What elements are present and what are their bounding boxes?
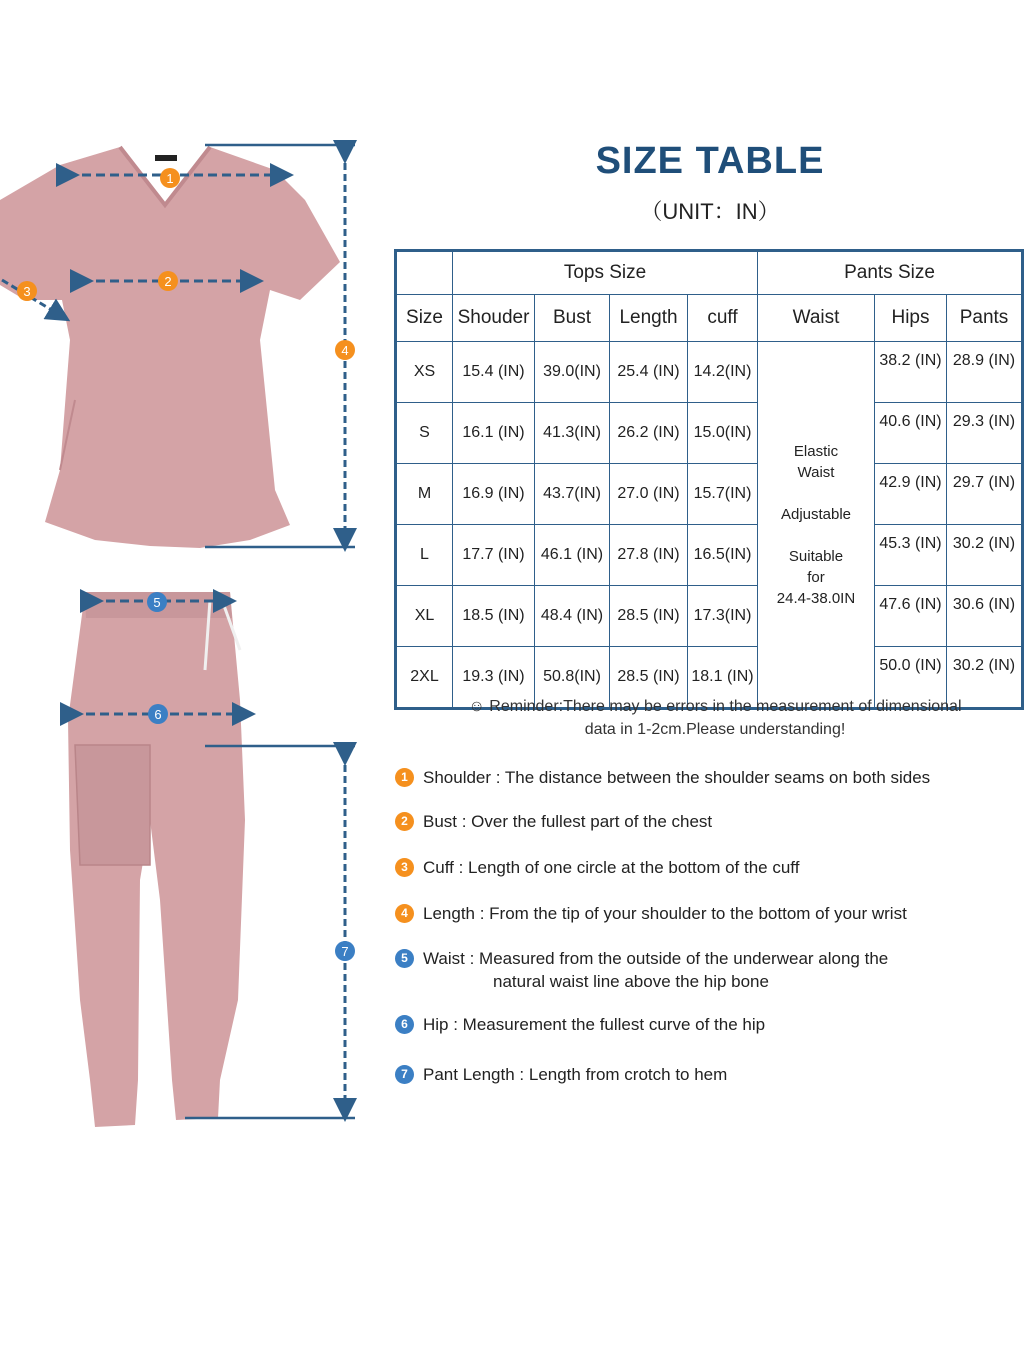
bust-cell: 50.8(IN) xyxy=(535,647,610,709)
col-header-length: Length xyxy=(610,295,688,342)
col-header-waist: Waist xyxy=(758,295,875,342)
table-row xyxy=(396,464,1023,525)
note-text: Hip : Measurement the fullest curve of the hip xyxy=(423,1015,766,1034)
tops-size-header: Tops Size xyxy=(453,251,758,295)
hips-cell: 45.3 (IN) xyxy=(875,525,947,586)
reminder-line-1: Reminder:There may be errors in the measurement of dimensional xyxy=(489,698,962,715)
note-hip xyxy=(395,1013,765,1036)
waist-note-line: Waist xyxy=(797,463,835,481)
note-pant-length xyxy=(395,1063,727,1086)
cuff-cell: 16.5(IN) xyxy=(688,525,758,586)
number-badge: 5 xyxy=(395,949,414,968)
shoulder-cell: 15.4 (IN) xyxy=(453,342,535,403)
pants-cell: 30.2 (IN) xyxy=(947,525,1023,586)
shoulder-cell: 16.9 (IN) xyxy=(453,464,535,525)
hips-cell: 38.2 (IN) xyxy=(875,342,947,403)
svg-text:6: 6 xyxy=(154,707,162,722)
svg-text:3: 3 xyxy=(23,284,31,299)
size-cell: 2XL xyxy=(396,647,453,709)
note-text: Shoulder : The distance between the shoulder seams on both sides xyxy=(423,768,931,787)
scrub-top-image xyxy=(0,147,340,548)
length-cell: 27.8 (IN) xyxy=(610,525,688,586)
number-badge: 1 xyxy=(395,768,414,787)
waist-cell xyxy=(758,342,875,709)
bust-cell: 41.3(IN) xyxy=(535,403,610,464)
pants-cell: 30.6 (IN) xyxy=(947,586,1023,647)
number-badge: 7 xyxy=(395,1065,414,1084)
pants-cell: 28.9 (IN) xyxy=(947,342,1023,403)
table-row xyxy=(396,586,1023,647)
note-shoulder xyxy=(395,766,930,789)
scrub-pants-image xyxy=(68,592,245,1127)
note-text: Bust : Over the fullest part of the chest xyxy=(423,812,713,831)
note-bust xyxy=(395,810,712,833)
size-table xyxy=(394,249,1024,710)
cuff-cell: 18.1 (IN) xyxy=(688,647,758,709)
size-cell: XL xyxy=(396,586,453,647)
marker-1 xyxy=(160,168,180,188)
reminder-line-2: data in 1-2cm.Please understanding! xyxy=(584,721,846,738)
marker-7 xyxy=(335,941,355,961)
waist-note-line: Suitable xyxy=(788,547,844,565)
bust-cell: 46.1 (IN) xyxy=(535,525,610,586)
hips-cell: 50.0 (IN) xyxy=(875,647,947,709)
number-badge: 4 xyxy=(395,904,414,923)
svg-text:7: 7 xyxy=(341,944,349,959)
pants-size-header: Pants Size xyxy=(758,251,1023,295)
hips-cell: 42.9 (IN) xyxy=(875,464,947,525)
note-length xyxy=(395,902,907,925)
col-header-cuff: cuff xyxy=(688,295,758,342)
note-waist xyxy=(395,947,888,993)
svg-text:2: 2 xyxy=(164,274,172,289)
table-row xyxy=(396,342,1023,403)
marker-5 xyxy=(147,592,167,612)
svg-text:5: 5 xyxy=(153,595,161,610)
svg-text:4: 4 xyxy=(341,343,349,358)
length-cell: 25.4 (IN) xyxy=(610,342,688,403)
pants-cell: 30.2 (IN) xyxy=(947,647,1023,709)
number-badge: 6 xyxy=(395,1015,414,1034)
note-text: Pant Length : Length from crotch to hem xyxy=(423,1065,728,1084)
size-cell: L xyxy=(396,525,453,586)
col-header-size: Size xyxy=(396,295,453,342)
hips-cell: 47.6 (IN) xyxy=(875,586,947,647)
size-cell: XS xyxy=(396,342,453,403)
col-header-pants: Pants xyxy=(947,295,1023,342)
hips-cell: 40.6 (IN) xyxy=(875,403,947,464)
marker-3 xyxy=(17,281,37,301)
col-header-bust: Bust xyxy=(535,295,610,342)
shoulder-cell: 18.5 (IN) xyxy=(453,586,535,647)
marker-4 xyxy=(335,340,355,360)
cuff-cell: 14.2(IN) xyxy=(688,342,758,403)
cuff-cell: 15.7(IN) xyxy=(688,464,758,525)
bust-cell: 39.0(IN) xyxy=(535,342,610,403)
size-cell: S xyxy=(396,403,453,464)
shoulder-cell: 19.3 (IN) xyxy=(453,647,535,709)
marker-6 xyxy=(148,704,168,724)
reminder-note xyxy=(420,695,1010,741)
svg-text:1: 1 xyxy=(166,171,174,186)
waist-note-line: for xyxy=(807,568,825,586)
pants-cell: 29.7 (IN) xyxy=(947,464,1023,525)
garment-illustration xyxy=(0,0,390,1150)
smiley-icon: ☺ xyxy=(468,698,485,715)
corner-cell xyxy=(396,251,453,295)
number-badge: 2 xyxy=(395,812,414,831)
note-text: Cuff : Length of one circle at the bottom of the cuff xyxy=(423,858,800,877)
bust-cell: 43.7(IN) xyxy=(535,464,610,525)
cuff-cell: 17.3(IN) xyxy=(688,586,758,647)
unit-label: （UNIT：IN） xyxy=(640,199,780,224)
cuff-cell: 15.0(IN) xyxy=(688,403,758,464)
length-cell: 28.5 (IN) xyxy=(610,586,688,647)
shoulder-cell: 17.7 (IN) xyxy=(453,525,535,586)
col-header-shoulder: Shouder xyxy=(453,295,535,342)
page-title: SIZE TABLE xyxy=(595,140,825,182)
note-text: Length : From the tip of your shoulder to the bottom of your wrist xyxy=(423,904,907,923)
table-row xyxy=(396,525,1023,586)
length-cell: 28.5 (IN) xyxy=(610,647,688,709)
note-text-line-2: natural waist line above the hip bone xyxy=(493,972,769,991)
waist-note-line: 24.4-38.0IN xyxy=(776,589,856,607)
note-text-line-1: Waist : Measured from the outside of the underwear along the xyxy=(423,949,889,968)
shoulder-cell: 16.1 (IN) xyxy=(453,403,535,464)
note-cuff xyxy=(395,856,799,879)
waist-note-line: Elastic xyxy=(793,442,839,460)
length-cell: 27.0 (IN) xyxy=(610,464,688,525)
number-badge: 3 xyxy=(395,858,414,877)
waist-note-line: Adjustable xyxy=(780,505,852,523)
col-header-hips: Hips xyxy=(875,295,947,342)
bust-cell: 48.4 (IN) xyxy=(535,586,610,647)
length-cell: 26.2 (IN) xyxy=(610,403,688,464)
note-text xyxy=(423,947,888,993)
table-row xyxy=(396,403,1023,464)
marker-2 xyxy=(158,271,178,291)
pants-cell: 29.3 (IN) xyxy=(947,403,1023,464)
size-cell: M xyxy=(396,464,453,525)
